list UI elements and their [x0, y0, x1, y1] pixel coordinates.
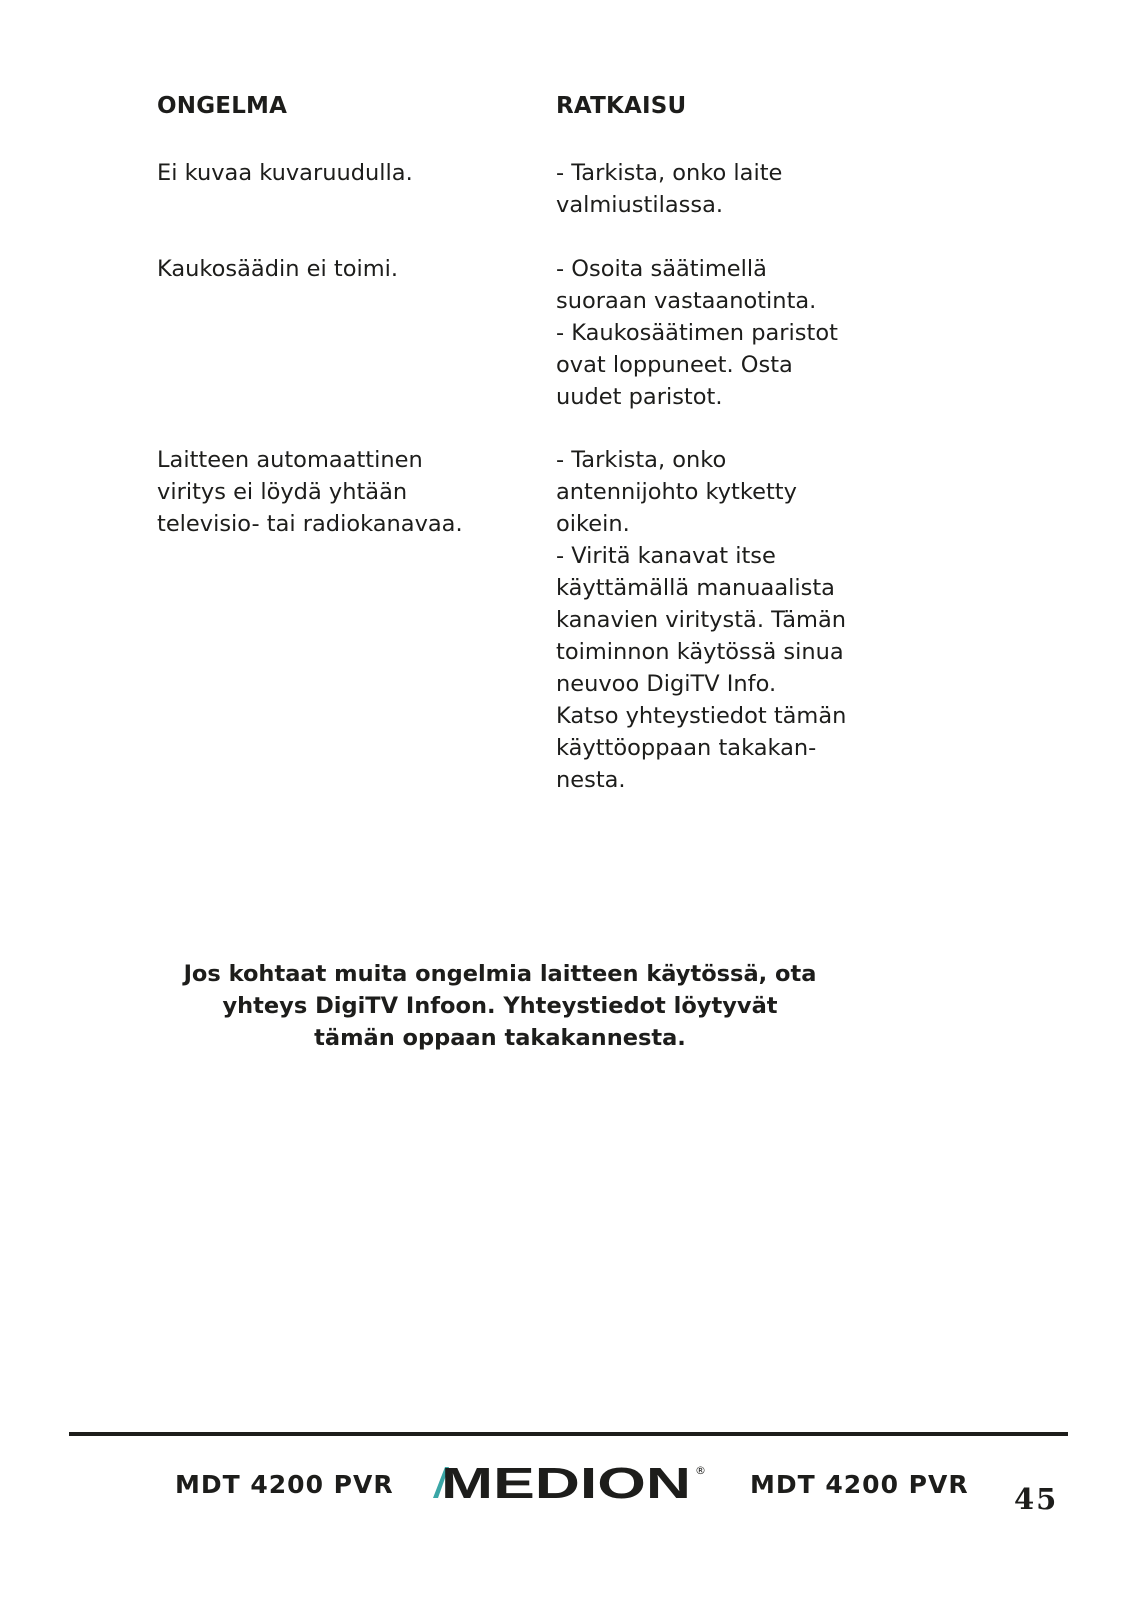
problem-line: viritys ei löydä yhtään — [157, 479, 408, 505]
problem-cell — [157, 444, 463, 540]
solution-line: - Kaukosäätimen paristot — [556, 320, 838, 346]
solution-line: - Tarkista, onko — [556, 447, 727, 473]
solution-cell — [556, 253, 838, 413]
solution-line: - Osoita säätimellä — [556, 256, 767, 282]
solution-cell — [556, 157, 782, 221]
solution-line: oikein. — [556, 511, 630, 537]
solution-line: antennijohto kytketty — [556, 479, 797, 505]
solution-line: neuvoo DigiTV Info. — [556, 671, 777, 697]
solution-line: kanavien viritystä. Tämän — [556, 607, 847, 633]
model-label-right: MDT 4200 PVR — [750, 1470, 969, 1499]
logo-text: MEDION — [441, 1462, 691, 1502]
solution-line: valmiustilassa. — [556, 192, 724, 218]
problem-line: Ei kuvaa kuvaruudulla. — [157, 160, 413, 186]
contact-note — [130, 958, 870, 1054]
solution-line: käyttöoppaan takakan- — [556, 735, 817, 761]
footer-divider — [69, 1432, 1068, 1436]
problem-line: Kaukosäädin ei toimi. — [157, 256, 399, 282]
medion-logo — [433, 1462, 709, 1502]
problem-cell — [157, 253, 398, 285]
solution-line: - Tarkista, onko laite — [556, 160, 783, 186]
solution-line: toiminnon käytössä sinua — [556, 639, 844, 665]
solution-line: ovat loppuneet. Osta — [556, 352, 793, 378]
problem-cell — [157, 157, 413, 189]
solution-column-header: RATKAISU — [556, 93, 687, 119]
solution-line: uudet paristot. — [556, 384, 723, 410]
note-line: tämän oppaan takakannesta. — [314, 1025, 686, 1051]
model-label-left: MDT 4200 PVR — [175, 1470, 394, 1499]
problem-line: televisio- tai radiokanavaa. — [157, 511, 463, 537]
solution-line: Katso yhteystiedot tämän — [556, 703, 847, 729]
problem-column-header: ONGELMA — [157, 93, 288, 119]
note-line: Jos kohtaat muita ongelmia laitteen käytössä, ota — [183, 961, 817, 987]
solution-cell — [556, 444, 846, 796]
logo-registered-mark: ® — [695, 1464, 706, 1477]
solution-line: nesta. — [556, 767, 626, 793]
solution-line: - Viritä kanavat itse — [556, 543, 776, 569]
note-line: yhteys DigiTV Infoon. Yhteystiedot löytyvät — [222, 993, 778, 1019]
solution-line: suoraan vastaanotinta. — [556, 288, 817, 314]
problem-line: Laitteen automaattinen — [157, 447, 423, 473]
solution-line: käyttämällä manuaalista — [556, 575, 835, 601]
page-number: 45 — [1014, 1482, 1059, 1516]
